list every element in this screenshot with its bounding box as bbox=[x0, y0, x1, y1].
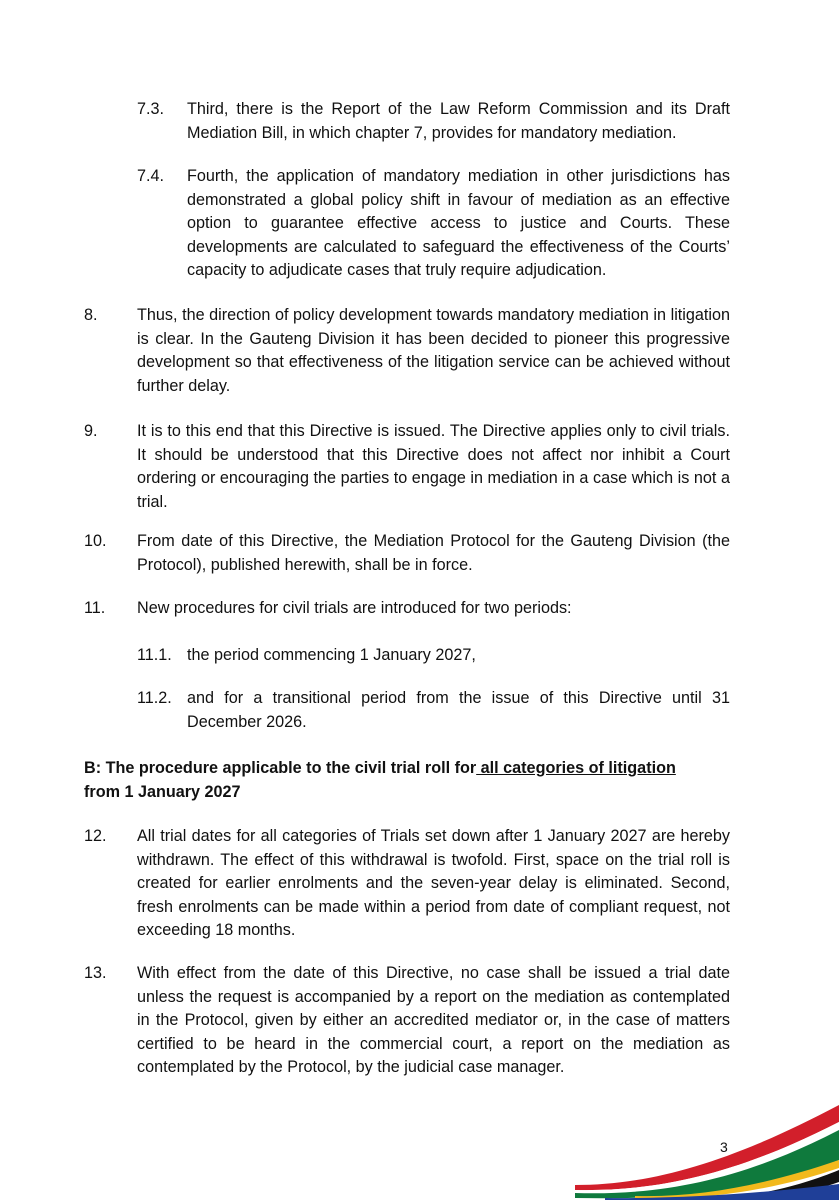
paragraph-text: New procedures for civil trials are introduced for two periods: bbox=[137, 599, 572, 617]
page-number: 3 bbox=[720, 1139, 728, 1155]
paragraph-text: With effect from the date of this Directive, no case shall be issued a trial date unless the request is accompanied by a report on the mediation as contemplated in the Protocol, given by either an accredited mediator or, in the case of matters certified to be heard in the commercial court, a report on the mediation as contemplated by the Protocol, by the judicial case manager. bbox=[137, 964, 730, 1077]
paragraph-text: Third, there is the Report of the Law Reform Commission and its Draft Mediation Bill, in which chapter 7, provides for mandatory mediation. bbox=[187, 100, 730, 142]
paragraph-text: and for a transitional period from the issue of this Directive until 31 December 2026. bbox=[187, 689, 730, 731]
paragraph-number: 11.1. bbox=[137, 646, 172, 664]
paragraph-text: All trial dates for all categories of Trials set down after 1 January 2027 are hereby withdrawn. The effect of this withdrawal is twofold. First, space on the trial roll is created for earlier enrolments and the seven-year delay is eliminated. Second, fresh enrolments can be made within a period from date of compliant request, not exceeding 18 months. bbox=[137, 827, 730, 940]
paragraph-number: 11. bbox=[84, 599, 106, 617]
paragraph-text: It is to this end that this Directive is issued. The Directive applies only to civil trials. It should be understood that this Directive does not affect nor inhibit a Court ordering or encouraging the parties to engage in mediation in a case which is not a trial. bbox=[137, 422, 730, 511]
paragraph-text: From date of this Directive, the Mediation Protocol for the Gauteng Division (the Protocol), published herewith, shall be in force. bbox=[137, 532, 730, 574]
paragraph-number: 7.3. bbox=[137, 100, 165, 118]
heading-underlined: all categories of litigation bbox=[476, 759, 676, 777]
heading-part-3: from 1 January 2027 bbox=[84, 782, 241, 801]
paragraph-text: Thus, the direction of policy development towards mandatory mediation in litigation is clear. In the Gauteng Division it has been decided to pioneer this progressive development so that effectiveness of the litigation service can be achieved without further delay. bbox=[137, 306, 730, 395]
paragraph-number: 10. bbox=[84, 532, 107, 550]
paragraph-number: 12. bbox=[84, 827, 107, 845]
paragraph-number: 11.2. bbox=[137, 689, 172, 707]
flag-ribbon-icon bbox=[575, 1100, 839, 1200]
paragraph-text: Fourth, the application of mandatory mediation in other jurisdictions has demonstrated a global policy shift in favour of mediation as an effective option to guarantee effective access to justice and Courts. These developments are calculated to safeguard the effectiveness of the Courts’ capacity to adjudicate cases that truly require adjudication. bbox=[187, 167, 730, 280]
paragraph-number: 8. bbox=[84, 306, 98, 324]
section-heading bbox=[84, 757, 730, 804]
heading-part-1: B: The procedure applicable to the civil trial roll for bbox=[84, 759, 477, 777]
paragraph-text: the period commencing 1 January 2027, bbox=[187, 646, 476, 664]
paragraph-number: 7.4. bbox=[137, 167, 165, 185]
paragraph-number: 13. bbox=[84, 964, 107, 982]
paragraph-number: 9. bbox=[84, 422, 98, 440]
